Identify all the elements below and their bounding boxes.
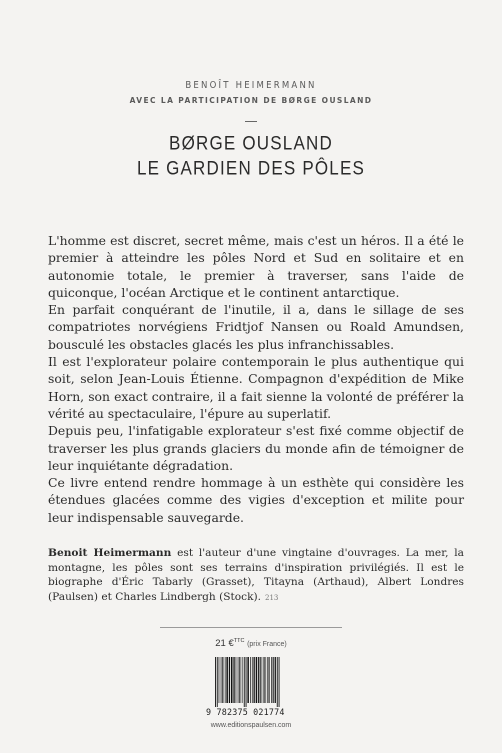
author-bio bbox=[48, 546, 464, 605]
isbn-number: 9 782375 021774 bbox=[206, 707, 285, 717]
barcode-bar bbox=[250, 657, 251, 703]
book-title-line-1: BØRGE OUSLAND bbox=[169, 132, 333, 155]
barcode-bar bbox=[273, 657, 274, 703]
barcode-bar bbox=[247, 657, 249, 703]
bio-text: est l'auteur d'une vingtaine d'ouvrages. La mer, la montagne, les pôles sont ses terrains d'inspiration privilégiés. Il est le biographe d'Éric Tabarly (Grasset), Titayna (Arthaud), Albert Londres (Paulsen) et Charles Lindbergh (Stock). bbox=[48, 547, 464, 603]
barcode-bar bbox=[279, 657, 280, 707]
barcode-bar bbox=[244, 657, 245, 707]
barcode bbox=[213, 657, 289, 707]
blurb-paragraph: Il est l'explorateur polaire contemporain le plus authentique qui soit, selon Jean-Louis Étienne. Compagnon d'expédition de Mike Horn, son exact contraire, il a fait sienne la volonté de préférer la vérité au spectaculaire, l'épure au superlatif. bbox=[48, 354, 464, 421]
title-divider bbox=[245, 121, 257, 122]
book-title-line-2: LE GARDIEN DES PÔLES bbox=[136, 157, 366, 180]
barcode-bar bbox=[275, 657, 276, 703]
barcode-bar bbox=[269, 657, 270, 703]
price-ttc: TTC bbox=[233, 638, 245, 644]
barcode-bar bbox=[277, 657, 278, 707]
barcode-bar bbox=[225, 657, 226, 703]
barcode-bar bbox=[226, 657, 228, 703]
handwritten-mark: 213 bbox=[265, 593, 279, 602]
barcode-bar bbox=[233, 657, 234, 703]
barcode-bar bbox=[254, 657, 255, 703]
price-region: (prix France) bbox=[247, 641, 287, 649]
barcode-bar bbox=[260, 657, 261, 703]
barcode-bar bbox=[217, 657, 218, 707]
barcode-bar bbox=[263, 657, 264, 703]
blurb-paragraph: Ce livre entend rendre hommage à un esthète qui considère les étendues glacées comme des vigies d'exception et milite pour leur indispensable sauvegarde. bbox=[48, 475, 464, 525]
barcode-bar bbox=[215, 657, 216, 707]
barcode-bar bbox=[238, 657, 239, 703]
barcode-bar bbox=[267, 657, 268, 703]
barcode-bar bbox=[236, 657, 237, 703]
barcode-bar bbox=[242, 657, 243, 703]
barcode-bar bbox=[271, 657, 272, 703]
barcode-bar bbox=[246, 657, 247, 707]
price-amount: 21 € bbox=[215, 638, 234, 650]
price-line bbox=[0, 638, 502, 649]
barcode-bar bbox=[221, 657, 222, 703]
barcode-bar bbox=[239, 657, 240, 703]
blurb-paragraph: En parfait conquérant de l'inutile, il a, dans le sillage de ses compatriotes norvégiens Fridtjof Nansen ou Roald Amundsen, bousculé les obstacles glacés les plus infranchissables. bbox=[48, 302, 464, 352]
author-name: BENOÎT HEIMERMANN bbox=[185, 80, 317, 91]
publisher-website: www.editionspaulsen.com bbox=[210, 722, 292, 729]
barcode-bar bbox=[264, 657, 265, 703]
barcode-bar bbox=[256, 657, 258, 703]
barcode-bar bbox=[222, 657, 223, 703]
barcode-bar bbox=[231, 657, 233, 703]
barcode-bar bbox=[229, 657, 230, 703]
participation-line: AVEC LA PARTICIPATION DE BØRGE OUSLAND bbox=[129, 96, 373, 105]
blurb-paragraph: Depuis peu, l'infatigable explorateur s'est fixé comme objectif de traverser les plus grands glaciers du monde afin de témoigner de leur inquiétante dégradation. bbox=[48, 423, 464, 473]
barcode-bar bbox=[258, 657, 259, 703]
blurb bbox=[48, 232, 464, 526]
barcode-bar bbox=[252, 657, 253, 703]
barcode-bar bbox=[219, 657, 220, 703]
bio-author-name: Benoit Heimermann bbox=[48, 547, 172, 559]
price-divider bbox=[160, 627, 342, 628]
blurb-paragraph: L'homme est discret, secret même, mais c'est un héros. Il a été le premier à atteindre les pôles Nord et Sud en solitaire et en autonomie totale, le premier à traverser, sans l'aide de quiconque, l'océan Arctique et le continent antarctique. bbox=[48, 233, 464, 300]
